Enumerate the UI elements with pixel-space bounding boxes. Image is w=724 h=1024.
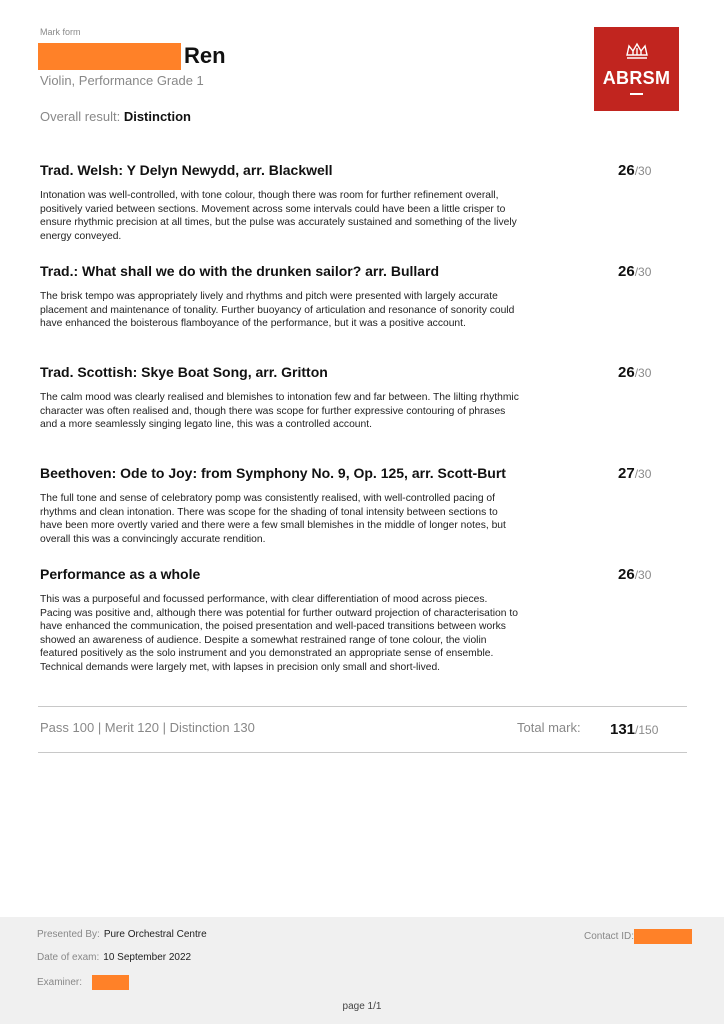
piece-mark-value: 26 <box>618 364 635 381</box>
total-mark-value: 131 <box>610 721 636 738</box>
piece-comment: Intonation was well-controlled, with tone colour, though there was room for further refinement overall, positively varied between sections. Movement across some intervals could have been a little crisper to ensure rhythmic precision at all times, but the pulse was accurately sustained and something of the lively energy conveyed. <box>40 190 517 242</box>
piece-mark-max: /30 <box>634 164 652 178</box>
piece-comment: This was a purposeful and focussed performance, with clear differentiation of mood across pieces. Pacing was positive and, although there was potential for further outward projection of characterisation to have enhanced the communication, the poised presentation and well-paced transitions between works showed an awareness of audience. Despite a somewhat restrained range of tone colour, the violin featured positively as the solo instrument and you demonstrated an appropriate sense of ensemble. Technical demands were largely met, with lapses in precision only small and short-lived. <box>40 594 518 673</box>
redacted-contact-id <box>634 929 692 944</box>
overall-result-value: Distinction <box>123 109 191 124</box>
piece-mark-value: 26 <box>618 162 635 179</box>
redacted-examiner <box>92 975 129 990</box>
logo-underline <box>630 93 643 95</box>
page-number: page 1/1 <box>342 1001 382 1012</box>
abrsm-logo <box>594 27 679 111</box>
candidate-name: Ren <box>184 43 226 68</box>
exam-subtitle: Violin, Performance Grade 1 <box>40 73 204 88</box>
piece-mark-max: /30 <box>634 568 652 582</box>
piece-3 <box>40 363 680 432</box>
piece-mark-max: /30 <box>634 265 652 279</box>
total-mark <box>610 721 658 738</box>
grade-thresholds: Pass 100 | Merit 120 | Distinction 130 <box>40 720 255 735</box>
piece-mark-max: /30 <box>634 366 652 380</box>
exam-date <box>37 952 191 963</box>
piece-mark <box>618 162 651 179</box>
examiner-label: Examiner: <box>37 977 83 988</box>
piece-mark-value: 26 <box>618 566 635 583</box>
mark-form-label: Mark form <box>40 27 81 37</box>
piece-mark <box>618 364 651 381</box>
piece-mark <box>618 566 651 583</box>
redacted-surname <box>38 43 181 70</box>
piece-title: Beethoven: Ode to Joy: from Symphony No. 9, Op. 125, arr. Scott-Burt <box>40 465 506 481</box>
presented-by-value: Pure Orchestral Centre <box>103 929 207 940</box>
presented-by-label: Presented By: <box>37 929 100 940</box>
examiner <box>37 975 129 990</box>
overall-result-label: Overall result: <box>40 109 121 124</box>
piece-mark-value: 27 <box>618 465 635 482</box>
total-mark-max: /150 <box>635 723 659 737</box>
divider-bottom <box>38 752 687 753</box>
exam-date-label: Date of exam: <box>37 952 100 963</box>
piece-title: Trad. Scottish: Skye Boat Song, arr. Gritton <box>40 364 328 380</box>
piece-2 <box>40 262 680 331</box>
divider-top <box>38 706 687 707</box>
candidate-name-row <box>38 42 226 70</box>
crown-icon <box>625 42 649 62</box>
piece-comment: The full tone and sense of celebratory pomp was consistently realised, with well-controlled pacing of rhythms and clean intonation. There was scope for the shading of tonal intensity between sections to have been more overtly varied and there were a few small blemishes in the middle of longer notes, but overall this was a convincingly accurate rendition. <box>40 493 506 545</box>
piece-5 <box>40 565 680 674</box>
exam-date-value: 10 September 2022 <box>103 952 192 963</box>
piece-comment: The brisk tempo was appropriately lively and rhythms and pitch were presented with largely accurate placement and maintenance of tonality. Further buoyancy of articulation and resonance of sonority could have enhanced the boisterous flamboyance of the performance, but it was a positive account. <box>40 291 515 329</box>
piece-mark <box>618 263 651 280</box>
piece-comment: The calm mood was clearly realised and blemishes to intonation few and far between. The lilting rhythmic character was often realised and, though there was scope for further expressive contouring of phrases and a more seamlessly singing legato line, this was a controlled account. <box>40 392 519 430</box>
piece-title: Trad.: What shall we do with the drunken sailor? arr. Bullard <box>40 263 440 279</box>
overall-result <box>40 109 191 124</box>
logo-text: ABRSM <box>602 68 671 88</box>
piece-mark-value: 26 <box>618 263 635 280</box>
piece-1 <box>40 161 680 243</box>
piece-title: Performance as a whole <box>40 566 201 582</box>
contact-id <box>584 929 692 944</box>
total-mark-label: Total mark: <box>517 720 581 735</box>
piece-title: Trad. Welsh: Y Delyn Newydd, arr. Blackwell <box>40 162 333 178</box>
piece-4 <box>40 464 680 546</box>
presented-by <box>37 929 207 940</box>
piece-mark <box>618 465 651 482</box>
piece-mark-max: /30 <box>634 467 652 481</box>
contact-id-label: Contact ID: <box>584 931 635 942</box>
